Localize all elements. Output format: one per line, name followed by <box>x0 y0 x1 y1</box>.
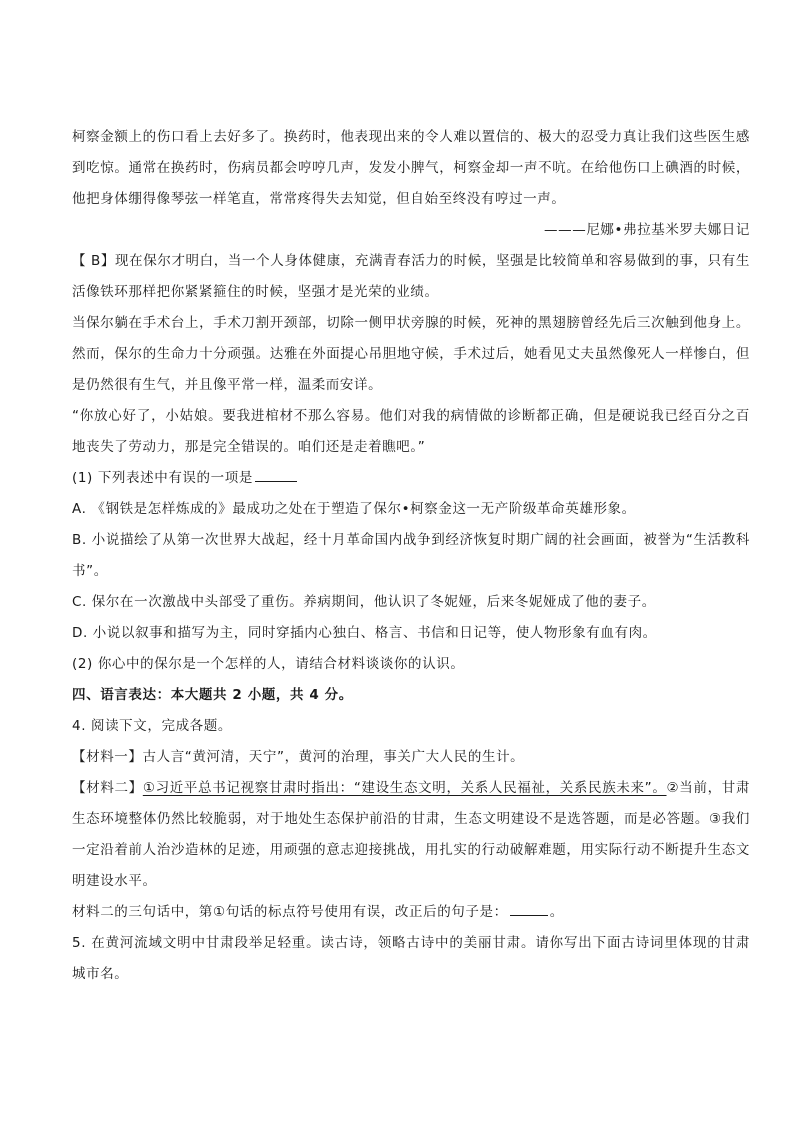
option-b: B. 小说描绘了从第一次世界大战起，经十月革命国内战争到经济恢复时期广阔的社会画面，被誉为“生活教科书”。 <box>72 532 750 579</box>
material-2-text: ②当前，甘肃生态环境整体仍然比较脆弱，对于地处生态保护前沿的甘肃，生态文明建设不是选答题，而是必答题。③我们一定沿着前人治沙造林的足迹，用顽强的意志迎接挑战，用扎实的行动破解难题，用实际行动不断提升生态文明建设水平。 <box>72 780 751 889</box>
section-heading-4: 四、语言表达：本大题共 2 小题，共 4 分。 <box>72 687 353 703</box>
answer-blank-1[interactable] <box>255 467 297 482</box>
material-2-underlined-sentence: ①习近平总书记视察甘肃时指出：“建设生态文明，关系人民福祉，关系民族未来”。 <box>142 780 667 796</box>
question-2: (2) 你心中的保尔是一个怎样的人，请结合材料谈谈你的认识。 <box>72 656 465 672</box>
material-1-label: 【材料一】 <box>72 749 143 765</box>
diary-paragraph: 柯察金额上的伤口看上去好多了。换药时，他表现出来的令人难以置信的、极大的忍受力真让我们这些医生感到吃惊。通常在换药时，伤病员都会哼哼几声，发发小脾气，柯察金却一声不吭。在给他伤口上碘酒的时候，他把身体绷得像琴弦一样笔直，常常疼得失去知觉，但自始至终没有哼过一声。 <box>72 129 750 207</box>
question-4: 4. 阅读下文，完成各题。 <box>72 718 232 734</box>
document-body <box>72 122 750 990</box>
option-d: D. 小说以叙事和描写为主，同时穿插内心独白、格言、书信和日记等，使人物形象有血有肉。 <box>72 625 657 641</box>
answer-blank-4[interactable] <box>510 901 548 916</box>
material-1 <box>72 742 750 773</box>
question-4-prompt: 材料二的三句话中，第①句话的标点符号使用有误，改正后的句子是： 。 <box>72 897 750 928</box>
question-1: (1) 下列表述中有误的一项是 <box>72 463 750 494</box>
question-5: 5. 在黄河流域文明中甘肃段举足轻重。读古诗，领略古诗中的美丽甘肃。请你写出下面古诗词里体现的甘肃城市名。 <box>72 935 750 982</box>
passage-b-quote: “你放心好了，小姑娘。要我进棺材不那么容易。他们对我的病情做的诊断都正确，但是硬说我已经百分之百地丧失了劳动力，那是完全错误的。咱们还是走着瞧吧。” <box>72 408 750 455</box>
material-2-label: 【材料二】 <box>72 780 143 796</box>
diary-signature: ———尼娜•弗拉基米罗夫娜日记 <box>544 222 750 238</box>
option-a: A. 《钢铁是怎样炼成的》最成功之处在于塑造了保尔•柯察金这一无产阶级革命英雄形象。 <box>72 501 636 517</box>
option-c: C. 保尔在一次激战中头部受了重伤。养病期间，他认识了冬妮娅，后来冬妮娅成了他的妻子。 <box>72 594 656 610</box>
passage-b-surgery: 当保尔躺在手术台上，手术刀割开颈部，切除一侧甲状旁腺的时候，死神的黑翅膀曾经先后三次触到他身上。然而，保尔的生命力十分顽强。达雅在外面提心吊胆地守候，手术过后，她看见丈夫虽然像死人一样惨白，但是仍然很有生气，并且像平常一样，温柔而安详。 <box>72 315 750 393</box>
material-1-text: 古人言“黄河清，天宁”，黄河的治理，事关广大人民的生计。 <box>142 749 525 765</box>
passage-b-intro: 【 B】现在保尔才明白，当一个人身体健康，充满青春活力的时候，坚强是比较简单和容易做到的事，只有生活像铁环那样把你紧紧箍住的时候，坚强才是光荣的业绩。 <box>72 253 750 300</box>
material-2 <box>72 773 750 897</box>
